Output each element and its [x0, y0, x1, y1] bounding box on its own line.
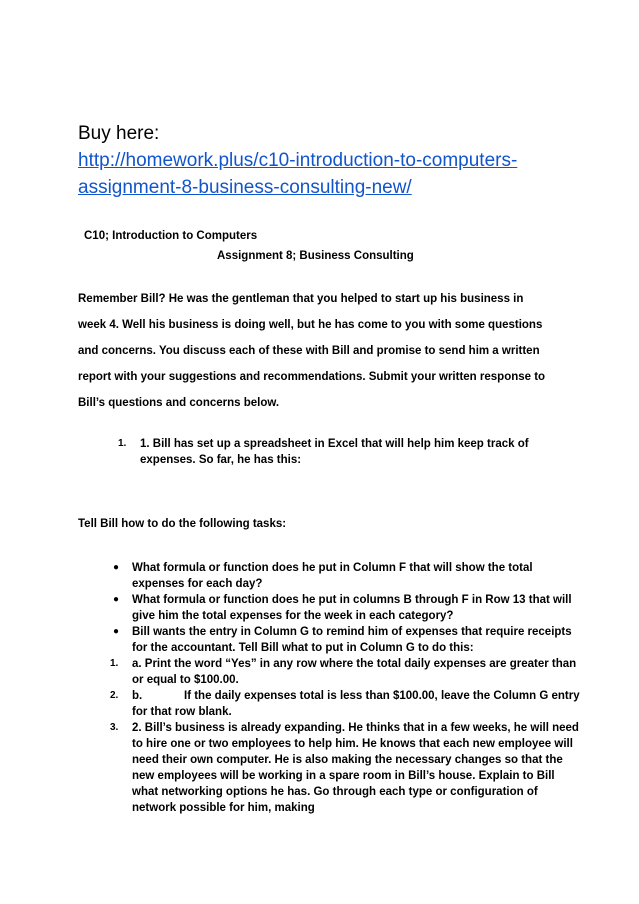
question-1: [118, 436, 548, 468]
bullet-icon: ●: [113, 626, 120, 637]
buy-here-label: Buy here:: [78, 123, 160, 144]
list-number: 2.: [110, 690, 119, 701]
intro-paragraph: [78, 289, 568, 419]
purchase-link[interactable]: http://homework.plus/c10-introduction-to-computers-assignment-8-business-consulting-new/: [78, 150, 518, 198]
tasks-heading: Tell Bill how to do the following tasks:: [78, 518, 287, 530]
intro-line: Bill’s questions and concerns below.: [78, 397, 280, 409]
bullet-icon: ●: [113, 562, 120, 573]
intro-line: Remember Bill? He was the gentleman that you helped to start up his business in: [78, 293, 524, 305]
intro-line: week 4. Well his business is doing well, but he has come to you with some questions: [78, 319, 543, 331]
bullet-icon: ●: [113, 594, 120, 605]
list-item-text: If the daily expenses total is less than $100.00, leave the Column G entry for that row blank.: [132, 690, 580, 718]
assignment-title: Assignment 8; Business Consulting: [217, 250, 414, 262]
task-list: [110, 560, 580, 816]
list-number: 1.: [118, 438, 127, 449]
intro-line: report with your suggestions and recommendations. Submit your written response to: [78, 371, 546, 383]
numbered-item: [110, 656, 580, 688]
list-item: [110, 624, 580, 656]
numbered-item: [110, 688, 580, 720]
list-item-text: 2. Bill’s business is already expanding. He thinks that in a few weeks, he will need to hire one or two employees to help him. He knows that each new employee will need their own computer. He is also making the necessary changes so that the new employees will be working in a spare room in Bill’s house. Explain to Bill what networking options he has. Go through each type or configuration of network possible for him, making: [132, 722, 579, 814]
list-item-text: What formula or function does he put in columns B through F in Row 13 that will give him the total expenses for the week in each category?: [132, 594, 572, 622]
list-item-text: a. Print the word “Yes” in any row where the total daily expenses are greater than or equal to $100.00.: [132, 658, 577, 686]
list-item-lead: b.: [132, 690, 143, 702]
list-number: 1.: [110, 658, 119, 669]
course-title: C10; Introduction to Computers: [84, 230, 258, 242]
list-item-text: Bill wants the entry in Column G to remind him of expenses that require receipts for the accountant. Tell Bill what to put in Column G to do this:: [132, 626, 572, 654]
numbered-item: [110, 720, 580, 816]
intro-line: and concerns. You discuss each of these with Bill and promise to send him a written: [78, 345, 540, 357]
list-number: 3.: [110, 722, 119, 733]
list-item: [110, 560, 580, 592]
question-1-text: 1. Bill has set up a spreadsheet in Excel that will help him keep track of expenses. So far, he has this:: [140, 438, 529, 466]
list-item: [110, 592, 580, 624]
list-item-text: What formula or function does he put in Column F that will show the total expenses for each day?: [132, 562, 533, 590]
